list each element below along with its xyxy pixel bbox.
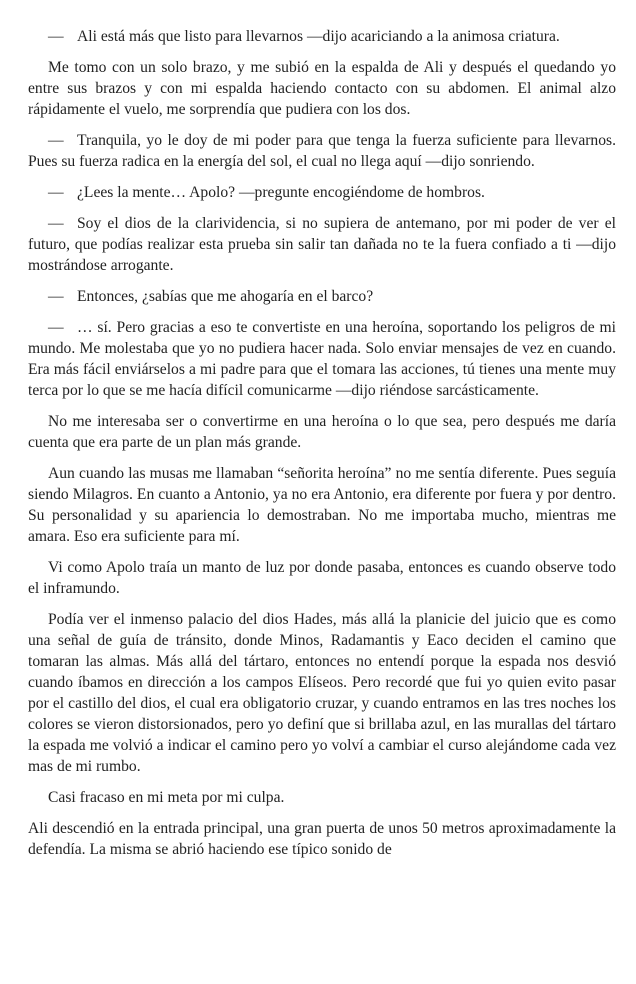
dialog-paragraph-1 bbox=[28, 26, 616, 47]
dialog-dash: — bbox=[48, 288, 64, 305]
dialog-paragraph-3 bbox=[28, 182, 616, 203]
dialog-dash: — bbox=[48, 184, 64, 201]
paragraph-text: … sí. Pero gracias a eso te convertiste en una heroína, soportando los peligros de mi mundo. Me molestaba que yo no pudiera hacer nada. Solo enviar mensajes de vez en cuando. Era más fácil enviárselos a mi padre para que el tomara las acciones, tú tienes una mente muy terca por lo que se me hacía difícil comunicarme —dijo riéndose sarcásticamente. bbox=[28, 319, 616, 399]
dialog-paragraph-2 bbox=[28, 130, 616, 172]
paragraph-text: Podía ver el inmenso palacio del dios Hades, más allá la planicie del juicio que es como una señal de guía de tránsito, donde Minos, Radamantis y Eaco deciden el camino que tomaran las almas. Más allá del tártaro, entonces no entendí porque la espada nos desvió cuando íbamos en dirección a los campos Elíseos. Pero recordé que fui yo quien evito pasar por el castillo del dios, el cual era obligatorio cruzar, y cuando entramos en las tres noches los colores se vieron distorsionados, pero yo definí que si brillaba azul, en las murallas del tártaro la espada me volvió a indicar el camino pero yo volví a cambiar el curso alejándome cada vez mas de mi rumbo. bbox=[28, 611, 616, 775]
dialog-dash: — bbox=[48, 319, 64, 336]
paragraph-text: Casi fracaso en mi meta por mi culpa. bbox=[48, 789, 285, 806]
paragraph-text: Entonces, ¿sabías que me ahogaría en el barco? bbox=[77, 288, 374, 305]
paragraph-text: Soy el dios de la clarividencia, si no supiera de antemano, por mi poder de ver el futuro, que podías realizar esta prueba sin salir tan dañada no te la fuera confiado a ti —dijo mostrándose arrogante. bbox=[28, 215, 616, 274]
paragraph-text: No me interesaba ser o convertirme en una heroína o lo que sea, pero después me daría cuenta que era parte de un plan más grande. bbox=[28, 413, 616, 451]
narration-paragraph-7 bbox=[28, 818, 616, 860]
paragraph-text: Ali descendió en la entrada principal, una gran puerta de unos 50 metros aproximadamente la defendía. La misma se abrió haciendo ese típico sonido de bbox=[28, 820, 616, 858]
paragraph-text: Tranquila, yo le doy de mi poder para que tenga la fuerza suficiente para llevarnos. Pues su fuerza radica en la energía del sol, el cual no llega aquí —dijo sonriendo. bbox=[28, 132, 616, 170]
narration-paragraph-4 bbox=[28, 557, 616, 599]
narration-paragraph-2 bbox=[28, 411, 616, 453]
document-page bbox=[28, 26, 616, 870]
paragraph-text: ¿Lees la mente… Apolo? —pregunte encogiéndome de hombros. bbox=[77, 184, 485, 201]
dialog-dash: — bbox=[48, 132, 64, 149]
narration-paragraph-6 bbox=[28, 787, 616, 808]
paragraph-text: Ali está más que listo para llevarnos —dijo acariciando a la animosa criatura. bbox=[77, 28, 560, 45]
dialog-paragraph-5 bbox=[28, 286, 616, 307]
paragraph-text: Me tomo con un solo brazo, y me subió en la espalda de Ali y después el quedando yo entre sus brazos y con mi espalda haciendo contacto con su abdomen. El animal alzo rápidamente el vuelo, me sorprendía que pudiera con los dos. bbox=[28, 59, 616, 118]
narration-paragraph-1 bbox=[28, 57, 616, 120]
narration-paragraph-3 bbox=[28, 463, 616, 547]
narration-paragraph-5 bbox=[28, 609, 616, 777]
paragraph-text: Aun cuando las musas me llamaban “señorita heroína” no me sentía diferente. Pues seguía siendo Milagros. En cuanto a Antonio, ya no era Antonio, era diferente por fuera y por dentro. Su personalidad y su apariencia lo demostraban. No me importaba mucho, mientras me amara. Eso era suficiente para mí. bbox=[28, 465, 616, 545]
dialog-dash: — bbox=[48, 28, 64, 45]
dialog-paragraph-6 bbox=[28, 317, 616, 401]
dialog-dash: — bbox=[48, 215, 64, 232]
dialog-paragraph-4 bbox=[28, 213, 616, 276]
paragraph-text: Vi como Apolo traía un manto de luz por donde pasaba, entonces es cuando observe todo el inframundo. bbox=[28, 559, 616, 597]
